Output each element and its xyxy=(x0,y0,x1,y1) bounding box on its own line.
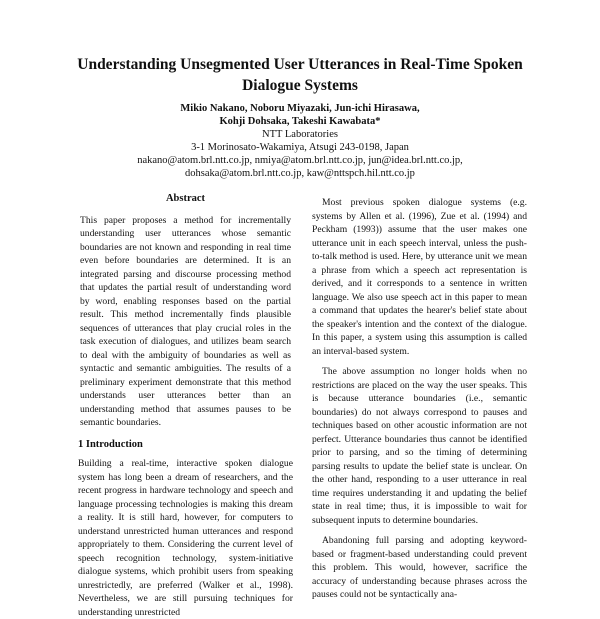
right-paragraph-2: The above assumption no longer holds when no restrictions are placed on the way the user speaks. This is because utterance boundaries (i.e., semantic boundaries) do not always correspond to pauses and techniques based on other acoustic information are not perfect. Utterance boundaries thus cannot be identified prior to parsing, and so the timing of determining parsing results to update the belief state is unclear. On the other hand, responding to a user utterance in real time requires understanding it and updating the belief state in real time; thus, it is impossible to wait for subsequent inputs to determine boundaries. xyxy=(312,366,527,526)
abstract-heading: Abstract xyxy=(165,193,206,204)
paper-title: Understanding Unsegmented User Utterances in Real-Time Spoken Dialogue Systems xyxy=(77,56,523,94)
right-column xyxy=(312,196,527,609)
right-paragraph-3: Abandoning full parsing and adopting keyword-based or fragment-based understanding could prevent this problem. This would, however, sacrifice the accuracy of understanding because phrases across the pauses could not be syntactically ana- xyxy=(312,535,527,600)
emails-line-2: dohsaka@atom.brl.ntt.co.jp, kaw@nttspch.hil.ntt.co.jp xyxy=(185,168,415,179)
address: 3-1 Morinosato-Wakamiya, Atsugi 243-0198, Japan xyxy=(191,142,409,153)
right-paragraph-1: Most previous spoken dialogue systems (e.g. systems by Allen et al. (1996), Zue et al. (1994) and Peckham (1993)) assume that the user makes one utterance unit in each speech interval, unless the push-to-talk method is used. Here, by utterance unit we mean a phrase from which a speech act representation is derived, and it corresponds to a sentence in written language. We also use speech act in this paper to mean a command that updates the hearer's belief state about the speaker's intention and the context of the dialogue. In this paper, a system using this assumption is called an interval-based system. xyxy=(312,197,527,357)
author-block xyxy=(70,102,530,180)
emails-line-1: nakano@atom.brl.ntt.co.jp, nmiya@atom.brl.ntt.co.jp, jun@idea.brl.ntt.co.jp, xyxy=(137,155,463,166)
abstract-body: This paper proposes a method for incrementally understanding user utterances whose semantic boundaries are not known and responding in real time even before boundaries are determined. It is an integrated parsing and discourse processing method that updates the partial result of understanding word by word, enabling responses based on the partial result. This method incrementally finds plausible sequences of utterances that play crucial roles in the task execution of dialogues, and utilizes beam search to deal with the ambiguity of boundaries as well as syntactic and semantic ambiguities. The results of a preliminary experiment demonstrate that this method understands user utterances better than an understanding method that assumes pauses to be semantic boundaries. xyxy=(80,214,291,428)
introduction-heading: 1 Introduction xyxy=(78,438,143,450)
left-column xyxy=(78,192,293,619)
affiliation: NTT Laboratories xyxy=(262,129,338,140)
introduction-body: Building a real-time, interactive spoken dialogue system has long been a dream of researchers, and the recent progress in hardware technology and speech and language processing technologies is making this dream a reality. It is still hard, however, for computers to understand unrestricted human utterances and respond appropriately to them. Considering the current level of speech recognition technology, system-initiative dialogue systems, which prohibit users from speaking unrestrictedly, are preferred (Walker et al., 1998). Nevertheless, we are still pursuing techniques for understanding unrestricted xyxy=(78,458,293,618)
authors-line-1: Mikio Nakano, Noboru Miyazaki, Jun-ichi Hirasawa, xyxy=(180,103,420,114)
authors-line-2: Kohji Dohsaka, Takeshi Kawabata* xyxy=(219,116,381,127)
